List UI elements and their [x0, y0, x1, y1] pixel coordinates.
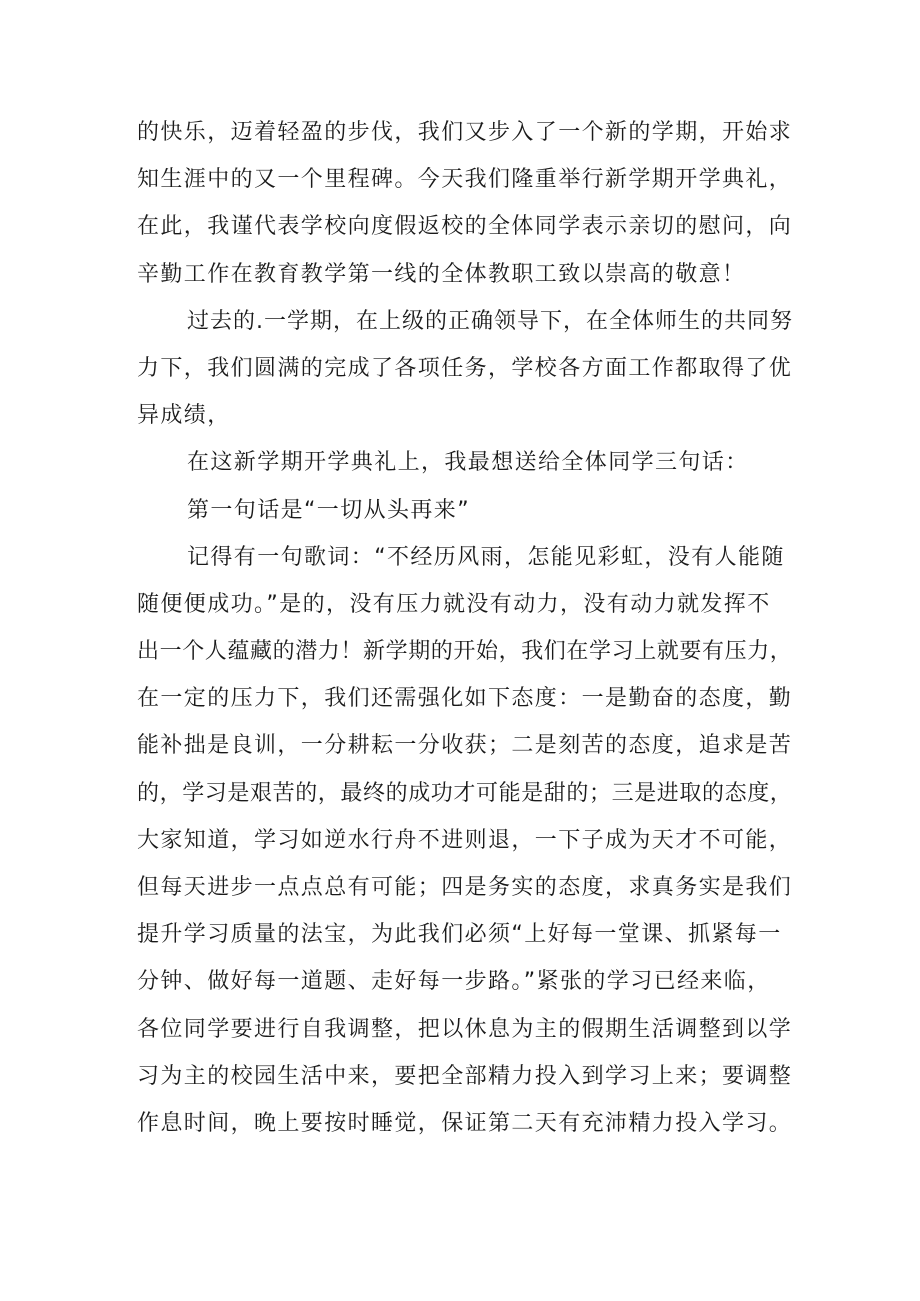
- document-body: [137, 109, 797, 1147]
- text-line: 力下，我们圆满的完成了各项任务，学校各方面工作都取得了优: [137, 355, 793, 381]
- text-line: 随便便成功。”是的，没有压力就没有动力，没有动力就发挥不: [137, 591, 771, 617]
- text-line: 的快乐，迈着轻盈的步伐，我们又步入了一个新的学期，开始求: [137, 120, 793, 145]
- text-line: 大家知道，学习如逆水行舟不进则退，一下子成为天才不可能，: [137, 827, 793, 853]
- section-heading-line: 第一句话是“一切从头再来”: [187, 497, 470, 523]
- text-line: 但每天进步一点点总有可能；四是务实的态度，求真务实是我们: [137, 875, 793, 900]
- text-line: 知生涯中的又一个里程碑。今天我们隆重举行新学期开学典礼，: [137, 167, 793, 193]
- text-line: 能补拙是良训，一分耕耘一分收获；二是刻苦的态度，追求是苦: [137, 733, 793, 759]
- text-line: 提升学习质量的法宝，为此我们必须“上好每一堂课、抓紧每一: [137, 922, 782, 948]
- text-line: 的，学习是艰苦的，最终的成功才可能是甜的；三是进取的态度，: [137, 780, 793, 806]
- text-line: 习为主的校园生活中来，要把全部精力投入到学习上来；要调整: [137, 1063, 793, 1089]
- text-line: 在一定的压力下，我们还需强化如下态度：一是勤奋的态度，勤: [137, 686, 793, 712]
- paragraph-start-line: 在这新学期开学典礼上，我最想送给全体同学三句话：: [187, 450, 749, 476]
- text-line: 分钟、做好每一道题、走好每一步路。”紧张的学习已经来临，: [137, 969, 771, 995]
- text-line: 出一个人蕴藏的潜力！新学期的开始，我们在学习上就要有压力，: [137, 639, 793, 665]
- text-line: 在此，我谨代表学校向度假返校的全体同学表示亲切的慰问，向: [137, 214, 793, 240]
- paragraph-start-line: 过去的.一学期，在上级的正确领导下，在全体师生的共同努: [187, 308, 793, 334]
- text-line: 各位同学要进行自我调整，把以休息为主的假期生活调整到以学: [137, 1016, 793, 1042]
- text-line: 异成绩，: [137, 403, 231, 429]
- paragraph-start-line: 记得有一句歌词：“不经历风雨，怎能见彩虹，没有人能随: [187, 544, 785, 570]
- text-line: 辛勤工作在教育教学第一线的全体教职工致以崇高的敬意！: [137, 261, 746, 287]
- text-line: 作息时间，晚上要按时睡觉，保证第二天有充沛精力投入学习。: [137, 1110, 793, 1136]
